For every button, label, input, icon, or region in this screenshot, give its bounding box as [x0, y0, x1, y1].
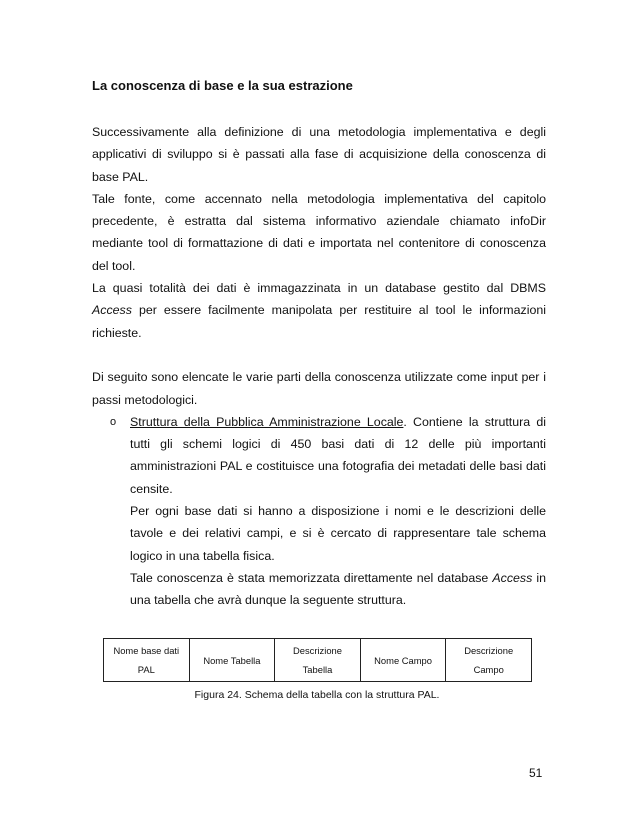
table-row: [104, 639, 532, 682]
list-item-third-end: in una tabella che avrà dunque la seguente struttura.: [130, 570, 546, 608]
body-text: [92, 121, 546, 612]
intro-paragraph: Di seguito sono elencate le varie parti della conoscenza utilizzate come input per i passi metodologici.: [92, 370, 546, 407]
table-cell-nome-base-dati: Nome base dati PAL: [104, 639, 190, 682]
list-item-third: [130, 567, 546, 612]
figure-caption: Figura 24. Schema della tabella con la struttura PAL.: [194, 689, 440, 701]
list-item-first: [130, 411, 546, 500]
list-item-second: Per ogni base dati si hanno a disposizione i nomi e le descrizioni delle tavole e dei relativi campi, e si è cercato di rappresentare tale schema logico in una tabella fisica.: [130, 504, 546, 563]
paragraph-gap: [92, 344, 546, 366]
list-item-title: Struttura della Pubblica Amministrazione Locale: [130, 414, 404, 429]
list-item: [92, 411, 546, 612]
table-cell-descrizione-tabella: Descrizione Tabella: [275, 639, 361, 682]
access-italic: Access: [92, 303, 132, 318]
list-item-third-start: Tale conoscenza è stata memorizzata direttamente nel database: [130, 570, 493, 585]
list-item-first-text: . Contiene la struttura di tutti gli schemi logici di 450 basi dati di 12 delle più importanti amministrazioni PAL e costituisce una fotografia dei metadati delle basi dati censite.: [130, 414, 546, 496]
knowledge-list: [92, 411, 546, 612]
paragraph-1: Successivamente alla definizione di una metodologia implementativa e degli applicativi di sviluppo si è passati alla fase di acquisizione della conoscenza di base PAL.: [92, 125, 546, 184]
table-cell-nome-tabella: Nome Tabella: [189, 639, 275, 682]
bullet-icon: o: [110, 415, 117, 428]
table-cell-descrizione-campo: Descrizione Campo: [446, 639, 532, 682]
paragraph-3: [92, 277, 546, 344]
table-cell-nome-campo: Nome Campo: [360, 639, 446, 682]
access-italic-2: Access: [492, 570, 533, 585]
paragraph-3-start: La quasi totalità dei dati è immagazzinata in un database gestito dal DBMS: [92, 281, 546, 296]
section-heading: La conoscenza di base e la sua estrazione: [92, 78, 353, 93]
paragraph-3-end: per essere facilmente manipolata per restituire al tool le informazioni richieste.: [92, 303, 546, 340]
paragraph-2: Tale fonte, come accennato nella metodologia implementativa del capitolo precedente, è estratta dal sistema informativo aziendale chiamato infoDir mediante tool di formattazione di dati e importata nel contenitore di conoscenza del tool.: [92, 191, 546, 273]
page-number: 51: [529, 766, 543, 780]
pal-structure-table: [103, 638, 532, 682]
